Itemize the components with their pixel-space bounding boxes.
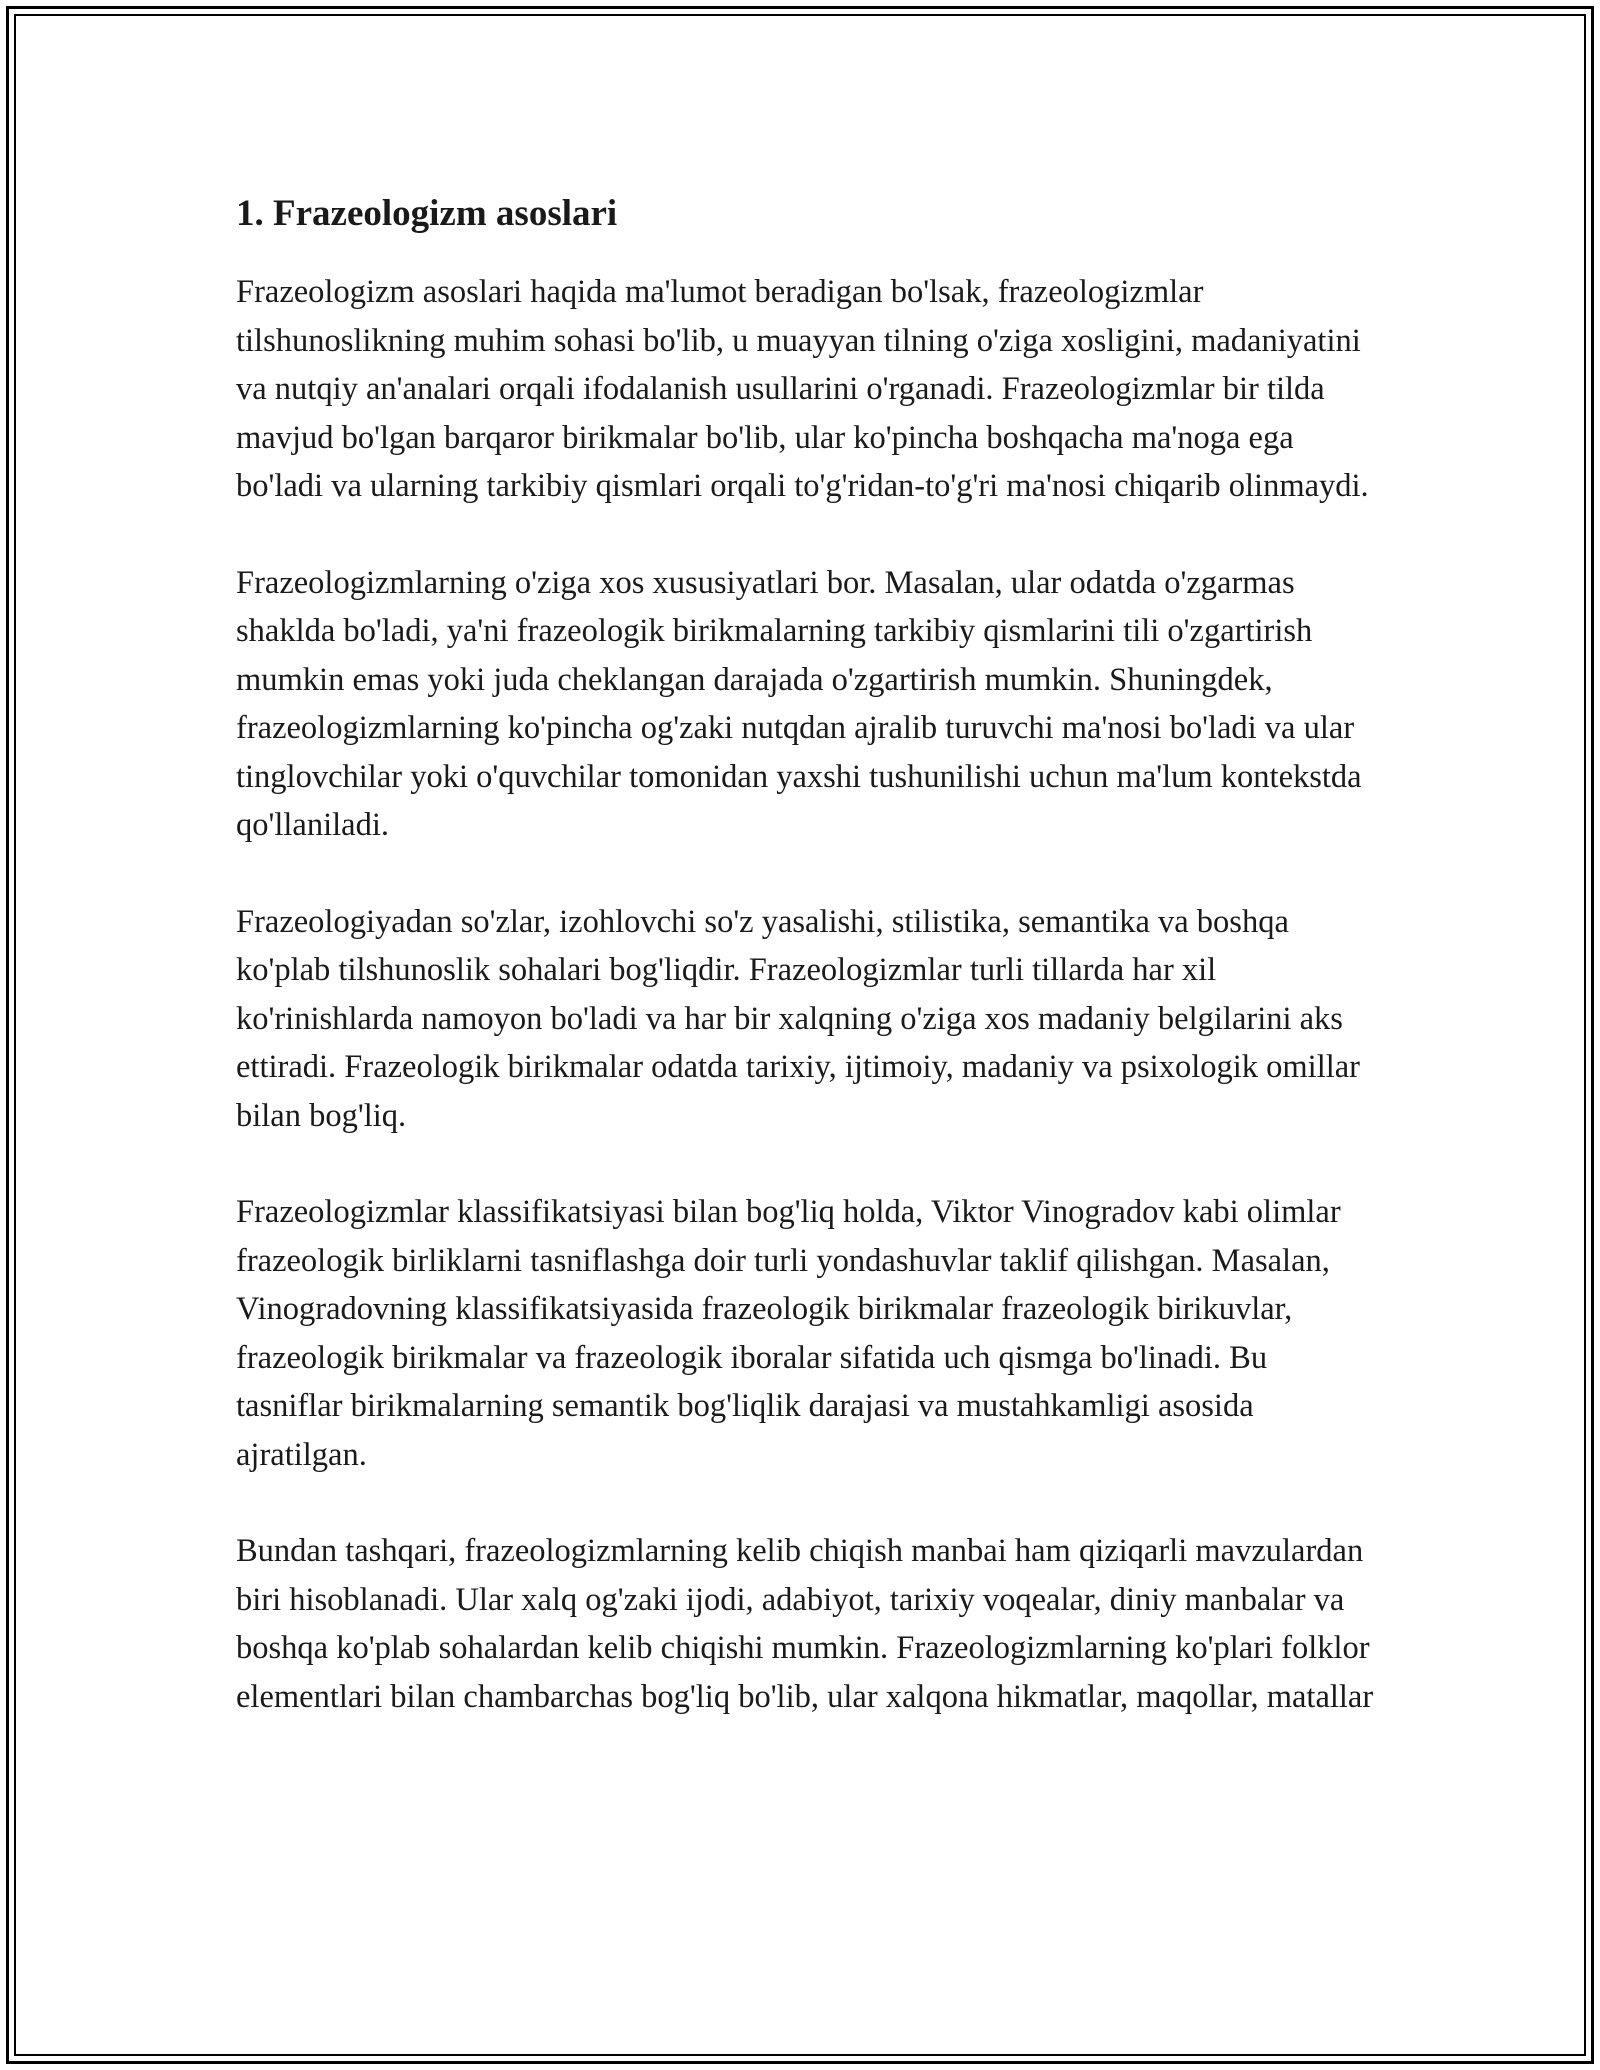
section-title: 1. Frazeologizm asoslari	[236, 193, 618, 234]
paragraph-4: Frazeologizmlar klassifikatsiyasi bilan bog'liq holda, Viktor Vinogradov kabi olimlar frazeologik birliklarni tasniflashga doir turli yondashuvlar taklif qilishgan. Masalan, Vinogradovning klassifikatsiyasida frazeologik birikmalar frazeologik birikuvlar, frazeologik birikmalar va frazeologik iboralar sifatida uch qismga bo'linadi. Bu tasniflar birikmalarning semantik bog'liqlik darajasi va mustahkamligi asosida ajratilgan.	[236, 1194, 1341, 1473]
paragraph-2: Frazeologizmlarning o'ziga xos xususiyatlari bor. Masalan, ular odatda o'zgarmas shaklda bo'ladi, ya'ni frazeologik birikmalarning tarkibiy qismlarini tili o'zgartirish mumkin emas yoki juda cheklangan darajada o'zgartirish mumkin. Shuningdek, frazeologizmlarning ko'pincha og'zaki nutqdan ajralib turuvchi ma'nosi bo'ladi va ular tinglovchilar yoki o'quvchilar tomonidan yaxshi tushunilishi uchun ma'lum kontekstda qo'llaniladi.	[236, 564, 1362, 843]
paragraph-1: Frazeologizm asoslari haqida ma'lumot beradigan bo'lsak, frazeologizmlar tilshunoslikning muhim sohasi bo'lib, u muayyan tilning o'ziga xosligini, madaniyatini va nutqiy an'analari orqali ifodalanish usullarini o'rganadi. Frazeologizmlar bir tilda mavjud bo'lgan barqaror birikmalar bo'lib, ular ko'pincha boshqacha ma'noga ega bo'ladi va ularning tarkibiy qismlari orqali to'g'ridan-to'g'ri ma'nosi chiqarib olinmaydi.	[236, 274, 1369, 504]
paragraph-5: Bundan tashqari, frazeologizmlarning kelib chiqish manbai ham qiziqarli mavzulardan biri hisoblanadi. Ular xalq og'zaki ijodi, adabiyot, tarixiy voqealar, diniy manbalar va boshqa ko'plab sohalardan kelib chiqishi mumkin. Frazeologizmlarning ko'plari folklor elementlari bilan chambarchas bog'liq bo'lib, ular xalqona hikmatlar, maqollar, matallar	[236, 1533, 1374, 1715]
paragraph-3: Frazeologiyadan so'zlar, izohlovchi so'z yasalishi, stilistika, semantika va boshqa ko'plab tilshunoslik sohalari bog'liqdir. Frazeologizmlar turli tillarda har xil ko'rinishlarda namoyon bo'ladi va har bir xalqning o'ziga xos madaniy belgilarini aks ettiradi. Frazeologik birikmalar odatda tarixiy, ijtimoiy, madaniy va psixologik omillar bilan bog'liq.	[236, 903, 1360, 1134]
document-body	[236, 186, 1376, 1769]
